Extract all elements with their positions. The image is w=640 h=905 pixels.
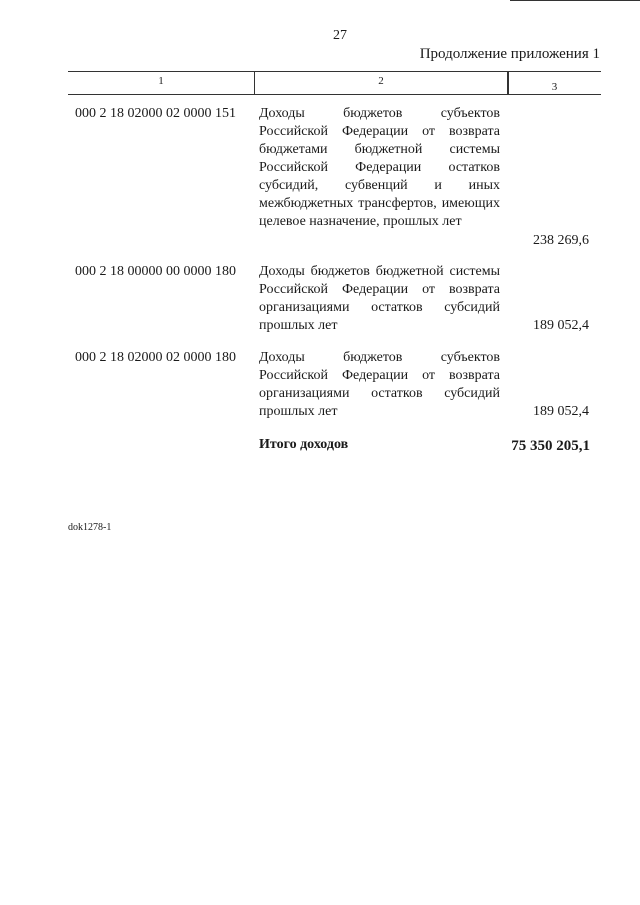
row-amount: 189 052,4 — [533, 404, 589, 419]
row-amount: 189 052,4 — [533, 318, 589, 333]
column-header-3 — [508, 78, 601, 100]
table-row — [75, 349, 595, 429]
table-row — [75, 105, 595, 255]
corner-rule — [510, 0, 640, 1]
table-row — [75, 263, 595, 343]
row-description: Доходы бюджетов субъектов Российской Федерации от возврата организациями остатков субсидий прошлых лет — [259, 350, 500, 419]
budget-code: 000 2 18 00000 00 0000 180 — [75, 264, 236, 279]
total-label: Итого доходов — [259, 437, 349, 452]
column-header-2: 2 — [255, 72, 508, 94]
table-header — [68, 71, 601, 95]
row-description: Доходы бюджетов субъектов Российской Федерации от возврата бюджетами бюджетной системы Российской Федерации остатков субсидий, субвенций и иных межбюджетных трансфертов, имеющих целевое назначение, прошлых лет — [259, 106, 500, 229]
row-amount: 238 269,6 — [533, 233, 589, 248]
column-divider — [508, 72, 509, 94]
budget-code: 000 2 18 02000 02 0000 151 — [75, 106, 236, 121]
column-header-1: 1 — [68, 72, 255, 94]
column-header-3-label: 3 — [551, 81, 558, 93]
budget-code: 000 2 18 02000 02 0000 180 — [75, 350, 236, 365]
page-number: 27 — [333, 28, 347, 43]
row-description: Доходы бюджетов бюджетной системы Российской Федерации от возврата организациями остатков субсидий прошлых лет — [259, 264, 500, 333]
continuation-label: Продолжение приложения 1 — [419, 46, 600, 62]
total-amount: 75 350 205,1 — [511, 438, 590, 454]
document-id: dok1278-1 — [68, 522, 112, 533]
